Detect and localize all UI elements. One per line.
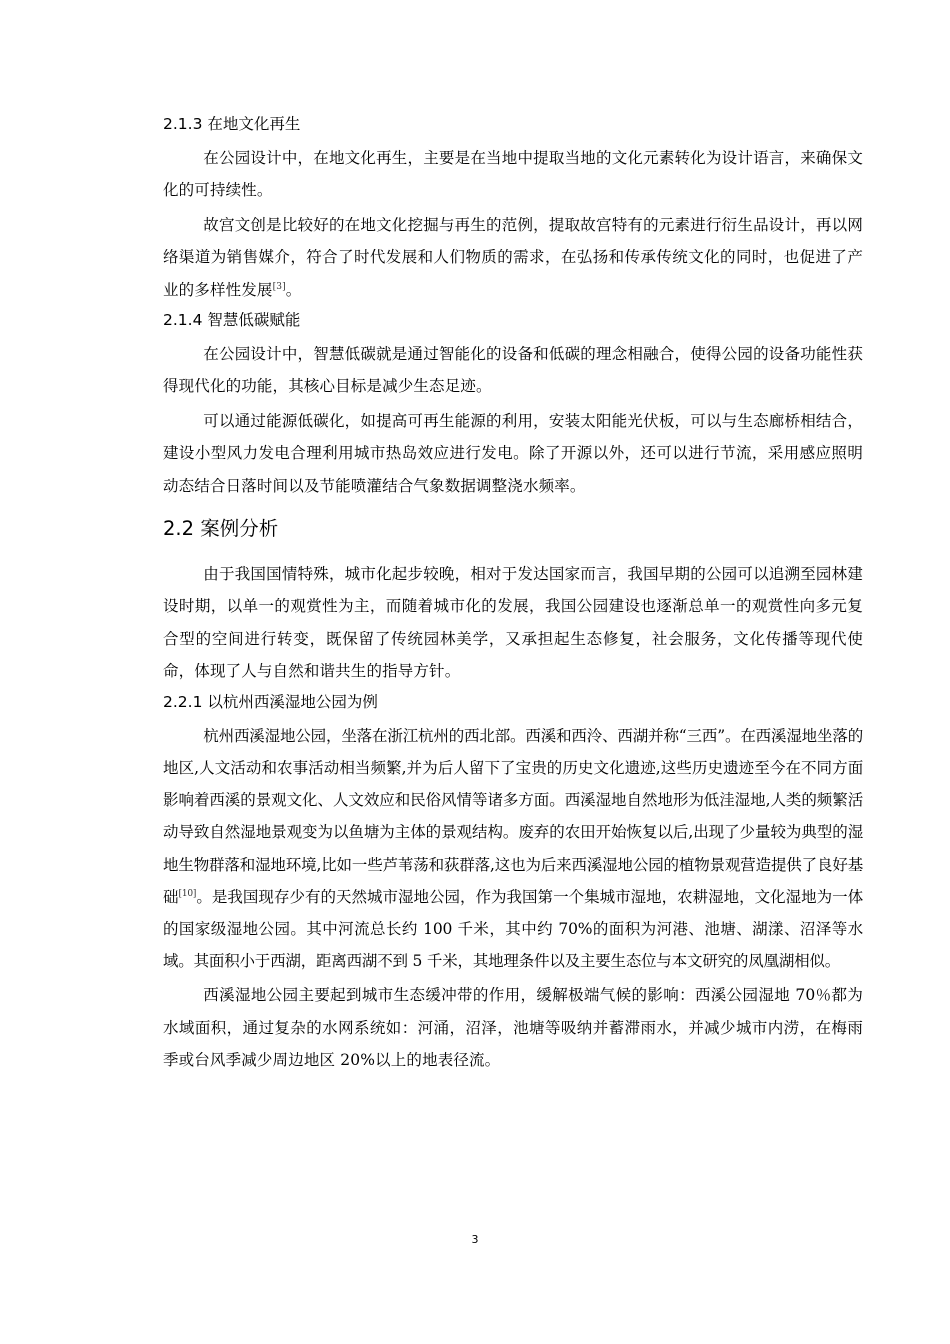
page-number: 3: [471, 1233, 479, 1246]
heading-2-2: 2.2 案例分析: [163, 517, 279, 541]
page-body: [163, 112, 863, 1079]
paragraph: 可以通过能源低碳化，如提高可再生能源的利用，安装太阳能光伏板，可以与生态廊桥相结合，建设小型风力发电合理利用城市热岛效应进行发电。除了开源以外，还可以进行节流，采用感应照明动态结合日落时间以及节能喷灌结合气象数据调整浇水频率。: [163, 411, 863, 495]
heading-2-1-4: 2.1.4 智慧低碳赋能: [163, 311, 301, 330]
paragraph: 在公园设计中，智慧低碳就是通过智能化的设备和低碳的理念相融合，使得公园的设备功能性获得现代化的功能，其核心目标是减少生态足迹。: [163, 345, 863, 396]
heading-2-1-3: 2.1.3 在地文化再生: [163, 115, 301, 133]
paragraph: 杭州西溪湿地公园，坐落在浙江杭州的西北部。西溪和西泠、西湖并称“三西”。在西溪湿地坐落的地区,人文活动和农事活动相当频繁,并为后人留下了宝贵的历史文化遗迹,这些历史遗迹至今在不同方面影响着西溪的景观文化、人文效应和民俗风情等诸多方面。西溪湿地自然地形为低洼湿地,人类的频繁活动导致自然湿地景观变为以鱼塘为主体的景观结构。废弃的农田开始恢复以后,出现了少量较为典型的湿地生物群落和湿地环境,比如一些芦苇荡和荻群落,这也为后来西溪湿地公园的植物景观营造提供了良好基础[10]。是我国现存少有的天然城市湿地公园，作为我国第一个集城市湿地，农耕湿地，文化湿地为一体的国家级湿地公园。其中河流总长约 100 千米，其中约 70%的面积为河港、池塘、湖漾、沼泽等水域。其面积小于西湖，距离西湖不到 5 千米，其地理条件以及主要生态位与本文研究的凤凰湖相似。: [163, 726, 863, 971]
heading-2-2-1: 2.2.1 以杭州西溪湿地公园为例: [163, 692, 378, 711]
paragraph: 故宫文创是比较好的在地文化挖掘与再生的范例，提取故宫特有的元素进行衍生品设计，再以网络渠道为销售媒介，符合了时代发展和人们物质的需求，在弘扬和传承传统文化的同时，也促进了产业的多样性发展[3]。: [163, 215, 863, 299]
paragraph: 西溪湿地公园主要起到城市生态缓冲带的作用，缓解极端气候的影响：西溪公园湿地 70％都为水域面积，通过复杂的水网系统如：河涌，沼泽，池塘等吸纳并蓄滞雨水，并减少城市内涝，在梅雨季或台风季减少周边地区 20%以上的地表径流。: [163, 986, 863, 1070]
citation-ref: [10]: [178, 888, 197, 899]
paragraph: 在公园设计中，在地文化再生，主要是在当地中提取当地的文化元素转化为设计语言，来确保文化的可持续性。: [163, 149, 863, 200]
citation-ref: [3]: [272, 281, 286, 292]
paragraph: 由于我国国情特殊，城市化起步较晚，相对于发达国家而言，我国早期的公园可以追溯至园林建设时期，以单一的观赏性为主，而随着城市化的发展，我国公园建设也逐渐总单一的观赏性向多元复合型的空间进行转变，既保留了传统园林美学，又承担起生态修复，社会服务，文化传播等现代使命，体现了人与自然和谐共生的指导方针。: [163, 565, 863, 681]
